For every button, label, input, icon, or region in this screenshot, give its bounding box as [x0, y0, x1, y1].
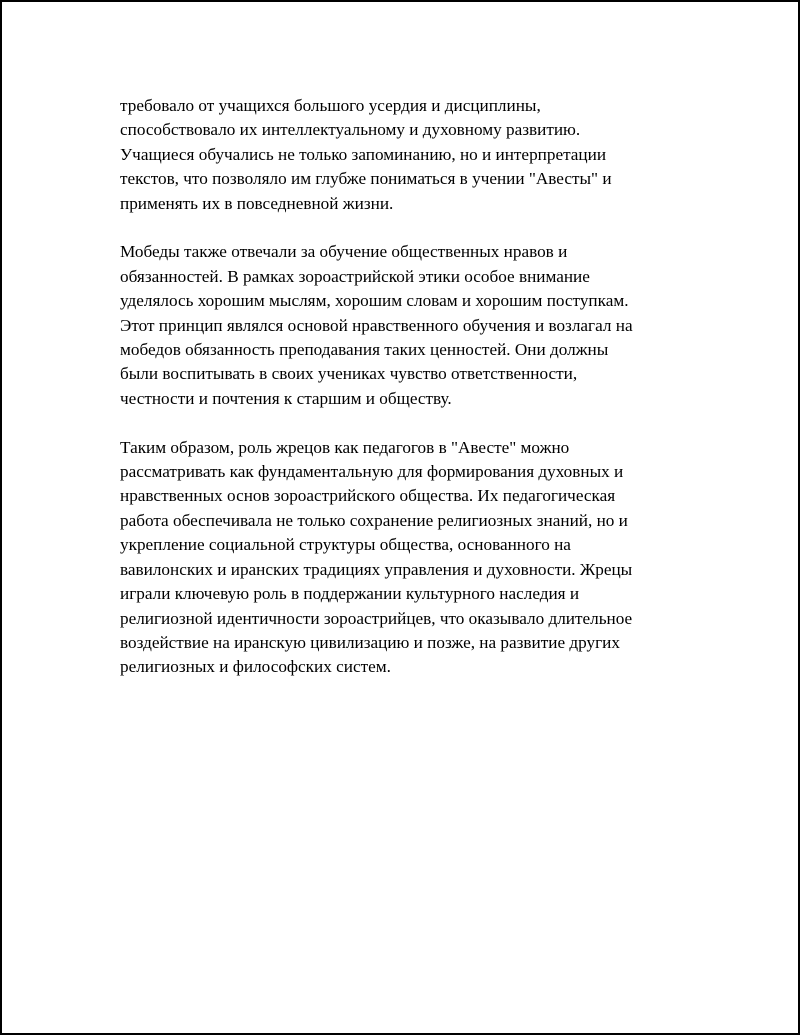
- text-line: нравственных основ зороастрийского общества. Их педагогическая: [120, 486, 616, 506]
- document-body: [120, 94, 700, 704]
- paragraph-1: [120, 94, 700, 216]
- text-line: рассматривать как фундаментальную для формирования духовных и: [120, 462, 624, 482]
- text-line: укрепление социальной структуры общества, основанного на: [120, 535, 571, 555]
- text-line: применять их в повседневной жизни.: [120, 193, 394, 213]
- text-line: мобедов обязанность преподавания таких ценностей. Они должны: [120, 340, 609, 360]
- text-line: уделялось хорошим мыслям, хорошим словам и хорошим поступкам.: [120, 291, 629, 311]
- text-line: играли ключевую роль в поддержании культурного наследия и: [120, 584, 580, 604]
- paragraph-3: [120, 436, 700, 680]
- text-line: честности и почтения к старшим и обществу.: [120, 388, 452, 408]
- text-line: Учащиеся обучались не только запоминанию, но и интерпретации: [120, 144, 607, 164]
- text-line: были воспитывать в своих учениках чувство ответственности,: [120, 364, 578, 384]
- text-line: работа обеспечивала не только сохранение религиозных знаний, но и: [120, 510, 628, 530]
- text-line: способствовало их интеллектуальному и духовному развитию.: [120, 120, 581, 140]
- text-line: религиозной идентичности зороастрийцев, что оказывало длительное: [120, 608, 633, 628]
- text-line: текстов, что позволяло им глубже пониматься в учении "Авесты" и: [120, 169, 612, 189]
- paragraph-2: [120, 240, 700, 411]
- text-line: религиозных и философских систем.: [120, 657, 391, 677]
- text-line: обязанностей. В рамках зороастрийской этики особое внимание: [120, 266, 590, 286]
- text-line: Этот принцип являлся основой нравственного обучения и возлагал на: [120, 315, 633, 335]
- text-line: вавилонских и иранских традициях управления и духовности. Жрецы: [120, 559, 633, 579]
- text-line: Таким образом, роль жрецов как педагогов в "Авесте" можно: [120, 437, 570, 457]
- text-line: воздействие на иранскую цивилизацию и позже, на развитие других: [120, 632, 620, 652]
- text-line: Мобеды также отвечали за обучение общественных нравов и: [120, 242, 568, 262]
- text-line: требовало от учащихся большого усердия и дисциплины,: [120, 96, 541, 115]
